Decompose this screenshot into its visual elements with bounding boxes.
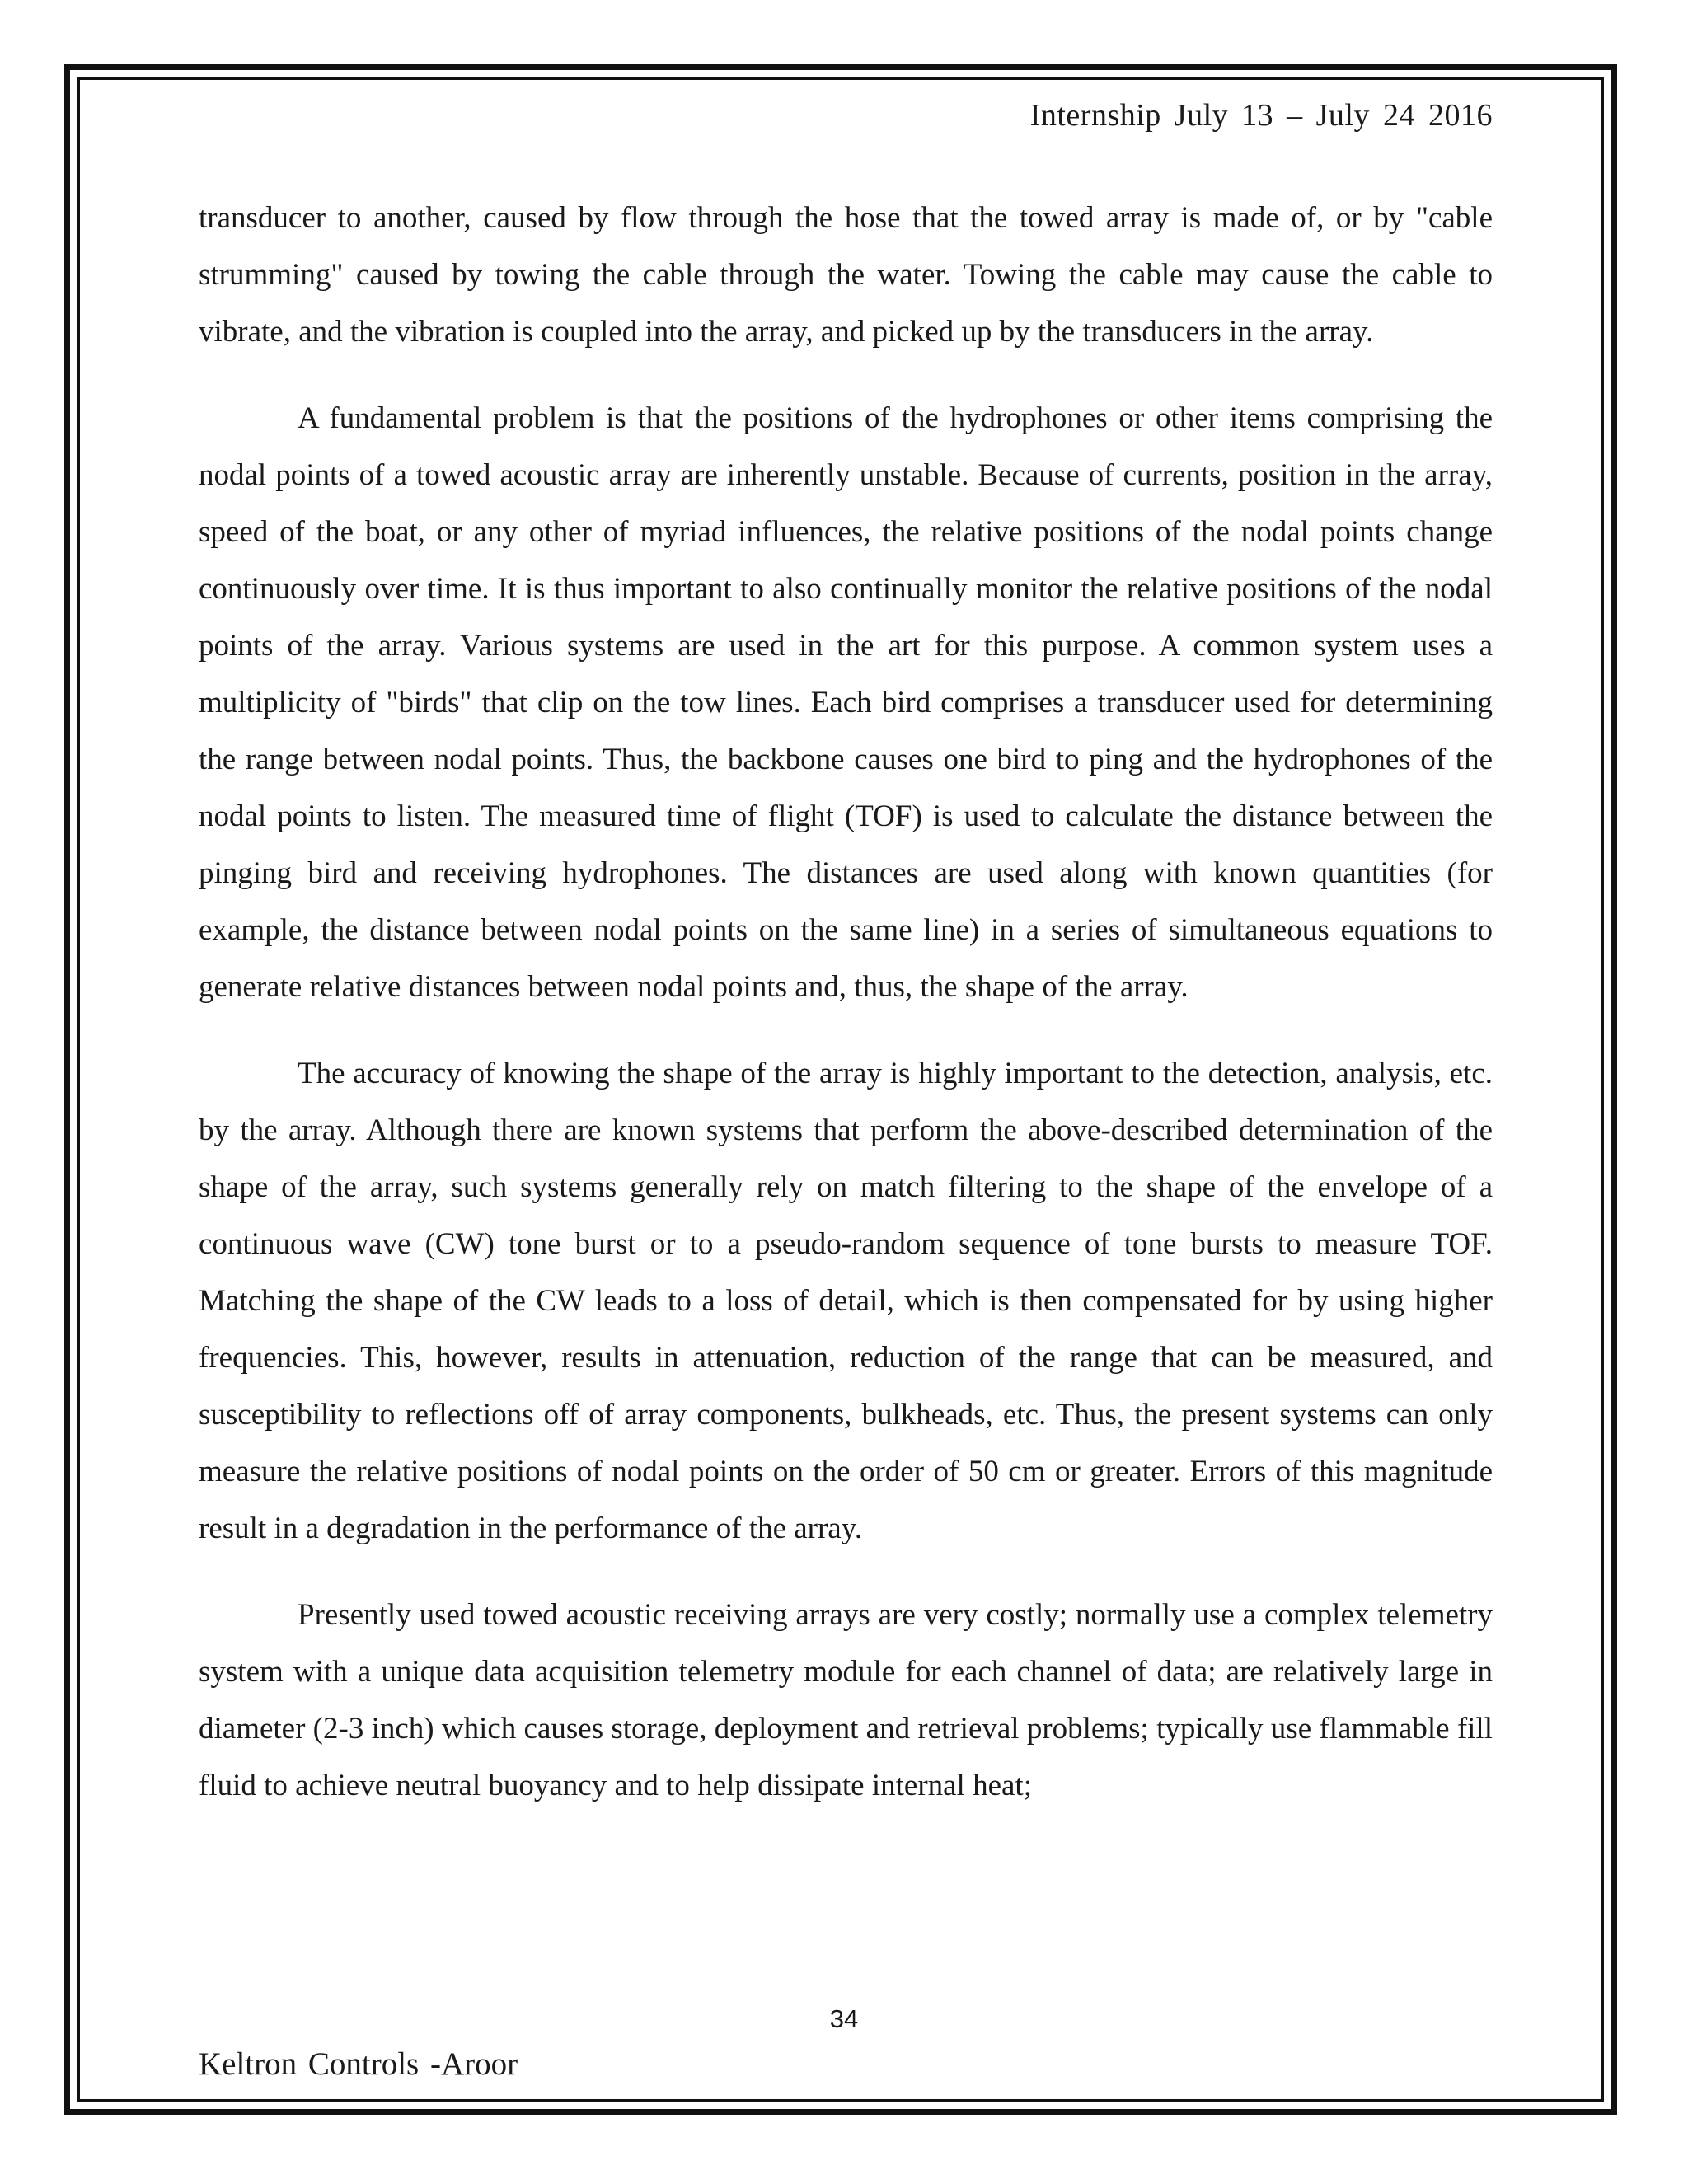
paragraph-1: transducer to another, caused by flow through the hose that the towed array is made of, or by "cable strumming" caused by towing the cable through the water. Towing the cable may cause the cable to vibrate, and the vibration is coupled into the array, and picked up by the transducers in the array. bbox=[199, 201, 1493, 349]
page-header: Internship July 13 – July 24 2016 bbox=[1029, 98, 1493, 133]
document-body bbox=[199, 190, 1493, 1844]
page-footer: Keltron Controls -Aroor bbox=[199, 2046, 518, 2082]
page-number: 34 bbox=[829, 2004, 859, 2033]
paragraph-4: Presently used towed acoustic receiving arrays are very costly; normally use a complex telemetry system with a unique data acquisition telemetry module for each channel of data; are relatively large in diameter (2-3 inch) which causes storage, deployment and retrieval problems; typically use flammable fill fluid to achieve neutral buoyancy and to help dissipate internal heat; bbox=[199, 1598, 1493, 1802]
paragraph-2: A fundamental problem is that the positions of the hydrophones or other items comprising the nodal points of a towed acoustic array are inherently unstable. Because of currents, position in the array, speed of the boat, or any other of myriad influences, the relative positions of the nodal points change continuously over time. It is thus important to also continually monitor the relative positions of the nodal points of the array. Various systems are used in the art for this purpose. A common system uses a multiplicity of "birds" that clip on the tow lines. Each bird comprises a transducer used for determining the range between nodal points. Thus, the backbone causes one bird to ping and the hydrophones of the nodal points to listen. The measured time of flight (TOF) is used to calculate the distance between the pinging bird and receiving hydrophones. The distances are used along with known quantities (for example, the distance between nodal points on the same line) in a series of simultaneous equations to generate relative distances between nodal points and, thus, the shape of the array. bbox=[199, 401, 1493, 1004]
paragraph-3: The accuracy of knowing the shape of the array is highly important to the detection, analysis, etc. by the array. Although there are known systems that perform the above-described determination of the shape of the array, such systems generally rely on match filtering to the shape of the envelope of a continuous wave (CW) tone burst or to a pseudo-random sequence of tone bursts to measure TOF. Matching the shape of the CW leads to a loss of detail, which is then compensated for by using higher frequencies. This, however, results in attenuation, reduction of the range that can be measured, and susceptibility to reflections off of array components, bulkheads, etc. Thus, the present systems can only measure the relative positions of nodal points on the order of 50 cm or greater. Errors of this magnitude result in a degradation in the performance of the array. bbox=[199, 1057, 1493, 1545]
